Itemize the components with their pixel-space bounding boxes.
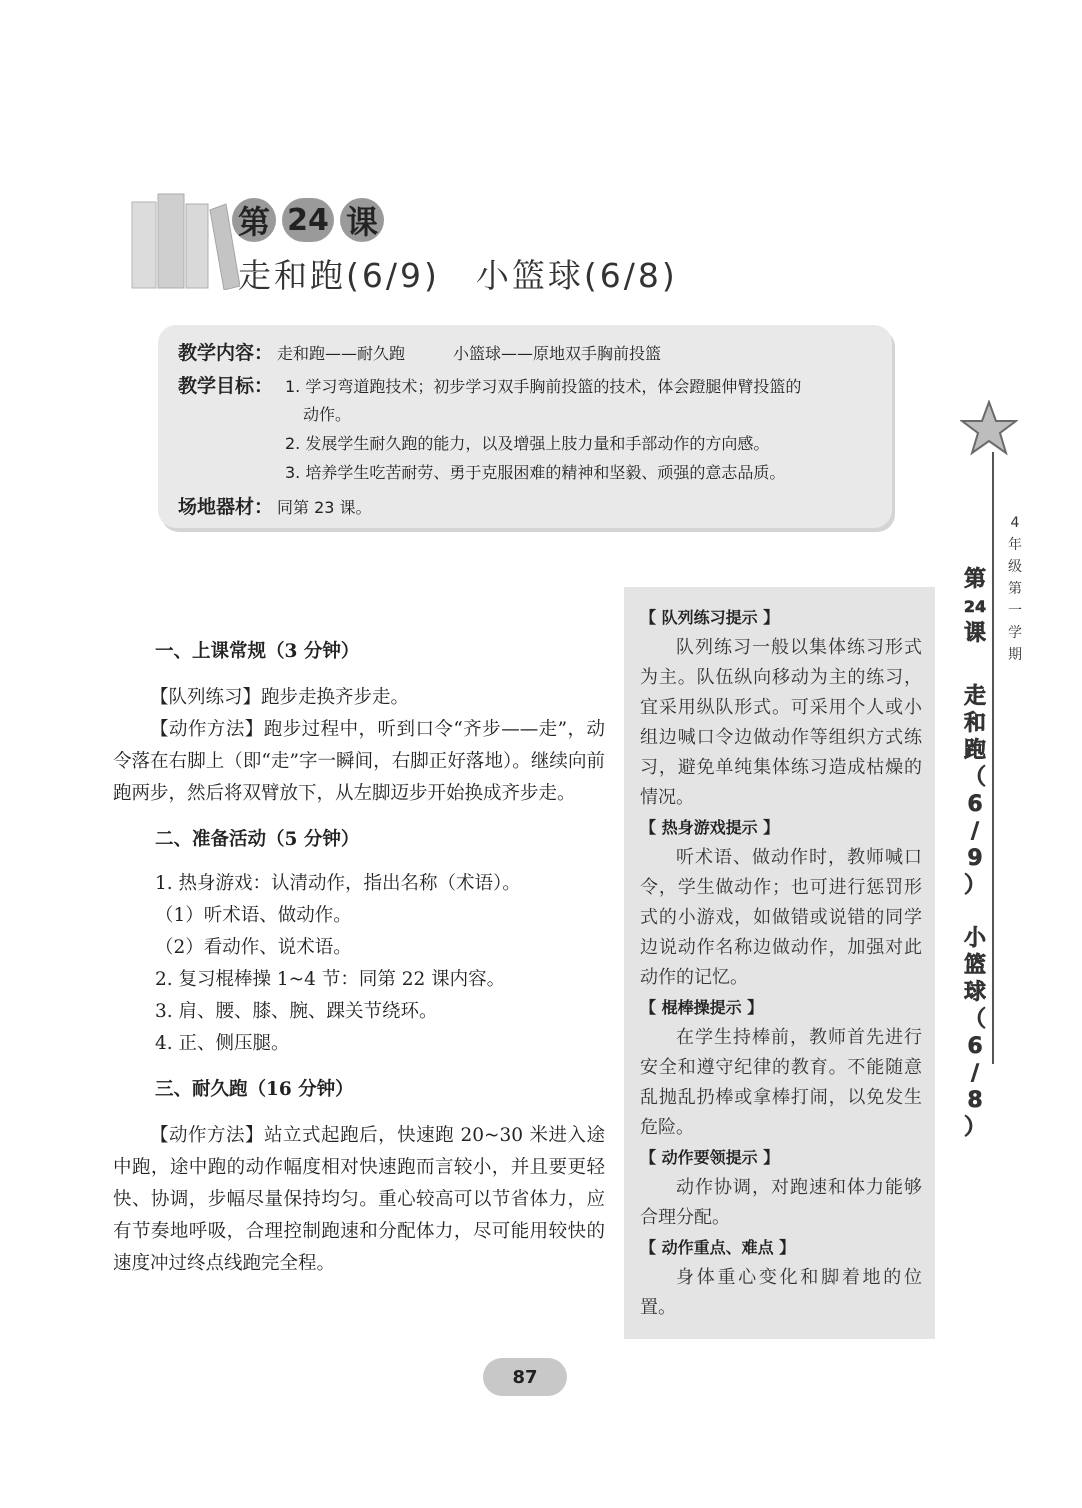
tip-title: 【 棍棒操提示 】: [640, 998, 764, 1017]
list-item: 1. 热身游戏：认清动作，指出名称（术语）。: [155, 873, 521, 894]
side-char: （: [963, 1007, 986, 1032]
grade-char: 学: [1008, 625, 1022, 641]
grade-char: 第: [1008, 581, 1022, 597]
equipment: [178, 492, 372, 519]
lesson-heading: [232, 192, 384, 248]
section-heading: 二、准备活动（5 分钟）: [155, 829, 360, 850]
equipment-label: 场地器材：: [178, 496, 274, 518]
side-char: [960, 899, 990, 925]
side-char: ）: [963, 873, 986, 898]
paragraph: 【动作方法】跑步过程中，听到口令“齐步——走”，动令落在右脚上（即“走”字一瞬间，右脚正好落地）。继续向前跑两步，然后将双臂放下，从左脚迈步开始换成齐步走。: [113, 719, 605, 804]
side-char: 8: [967, 1088, 983, 1113]
side-char: 第: [963, 567, 986, 592]
side-char: /: [970, 1061, 980, 1086]
tip-text: 在学生持棒前，教师首先进行安全和遵守纪律的教育。不能随意乱抛乱扔棒或拿棒打闹，以免发生危险。: [640, 1027, 922, 1138]
paragraph: 【队列练习】跑步走换齐步走。: [150, 687, 410, 708]
side-char: 9: [967, 846, 983, 871]
grade-char: 级: [1008, 559, 1022, 575]
side-char: 课: [963, 621, 986, 646]
side-char: [960, 647, 990, 683]
page-number: 87: [483, 1358, 567, 1396]
grade-char: 期: [1008, 647, 1022, 663]
side-char: 6: [967, 1034, 983, 1059]
tip-text: 动作协调，对跑速和体力能够合理分配。: [640, 1177, 922, 1228]
section-heading: 一、上课常规（3 分钟）: [155, 641, 360, 662]
grade-char: 年: [1008, 537, 1022, 553]
side-char: 和: [963, 711, 986, 736]
side-char: 24: [963, 597, 987, 616]
list-item: 4. 正、侧压腿。: [155, 1033, 290, 1054]
lesson-prefix: 第: [232, 198, 276, 242]
side-char: 跑: [963, 738, 986, 763]
tip-text: 队列练习一般以集体练习形式为主。队伍纵向移动为主的练习，宜采用纵队形式。可采用个人或小组边喊口令边做动作等组织方式练习，避免单纯集体练习造成枯燥的情况。: [640, 637, 922, 808]
list-item: 3. 肩、腰、膝、腕、踝关节绕环。: [155, 1001, 438, 1022]
side-char: ）: [963, 1115, 986, 1140]
tip-title: 【 队列练习提示 】: [640, 608, 780, 627]
goal-line: 2. 发展学生耐久跑的能力，以及增强上肢力量和手部动作的方向感。: [285, 434, 770, 453]
tip-text: 听术语、做动作时，教师喊口令，学生做动作；也可进行惩罚形式的小游戏，如做错或说错的同学边说动作名称边做动作，加强对此动作的记忆。: [640, 847, 922, 988]
side-char: /: [970, 819, 980, 844]
books-illustration: [130, 190, 240, 290]
tip-text: 身体重心变化和脚着地的位置。: [640, 1267, 922, 1318]
tip-title: 【 热身游戏提示 】: [640, 818, 780, 837]
lesson-subtitle: 走和跑(6/9) 小篮球(6/8): [238, 256, 678, 295]
lesson-number: 24: [282, 198, 334, 242]
tip-title: 【 动作重点、难点 】: [640, 1238, 796, 1257]
list-item: （1）听术语、做动作。: [155, 905, 352, 926]
side-char: 篮: [963, 953, 986, 978]
side-char: 小: [963, 926, 986, 951]
paragraph: 【动作方法】站立式起跑后，快速跑 20~30 米进入途中跑，途中跑的动作幅度相对快速跑而言较小，并且要更轻快、协调，步幅尽量保持均匀。重心较高可以节省体力，应有节奏地呼吸，合理控制跑速和分配体力，尽可能用较快的速度冲过终点线跑完全程。: [113, 1125, 605, 1274]
tips-panel: [624, 587, 935, 1339]
side-char: 走: [963, 684, 986, 709]
list-item: 2. 复习棍棒操 1~4 节：同第 22 课内容。: [155, 969, 506, 990]
content-text: 走和跑——耐久跑 小篮球——原地双手胸前投篮: [277, 344, 662, 363]
goal-line: 动作。: [303, 405, 352, 424]
teaching-goal-label-row: [178, 371, 277, 398]
grade-char: 一: [1008, 603, 1022, 619]
equipment-text: 同第 23 课。: [277, 498, 372, 517]
side-char: 球: [963, 980, 986, 1005]
goal-label: 教学目标：: [178, 375, 274, 397]
content-label: 教学内容：: [178, 342, 274, 364]
goal-line: 3. 培养学生吃苦耐劳、勇于克服困难的精神和坚毅、顽强的意志品质。: [285, 463, 786, 482]
star-icon: [960, 400, 1018, 456]
sidebar-lesson-title: [960, 566, 990, 1141]
grade-semester-label: [1000, 512, 1030, 666]
section-heading: 三、耐久跑（16 分钟）: [155, 1079, 354, 1100]
side-char: 6: [967, 792, 983, 817]
grade-char: 4: [1010, 515, 1020, 531]
teaching-content: [178, 338, 661, 365]
sidebar-divider: [992, 452, 994, 1064]
main-content: [113, 630, 605, 1280]
lesson-suffix: 课: [340, 198, 384, 242]
tip-title: 【 动作要领提示 】: [640, 1148, 780, 1167]
goal-line: 1. 学习弯道跑技术；初步学习双手胸前投篮的技术，体会蹬腿伸臂投篮的: [285, 377, 802, 396]
list-item: （2）看动作、说术语。: [155, 937, 352, 958]
side-char: （: [963, 765, 986, 790]
